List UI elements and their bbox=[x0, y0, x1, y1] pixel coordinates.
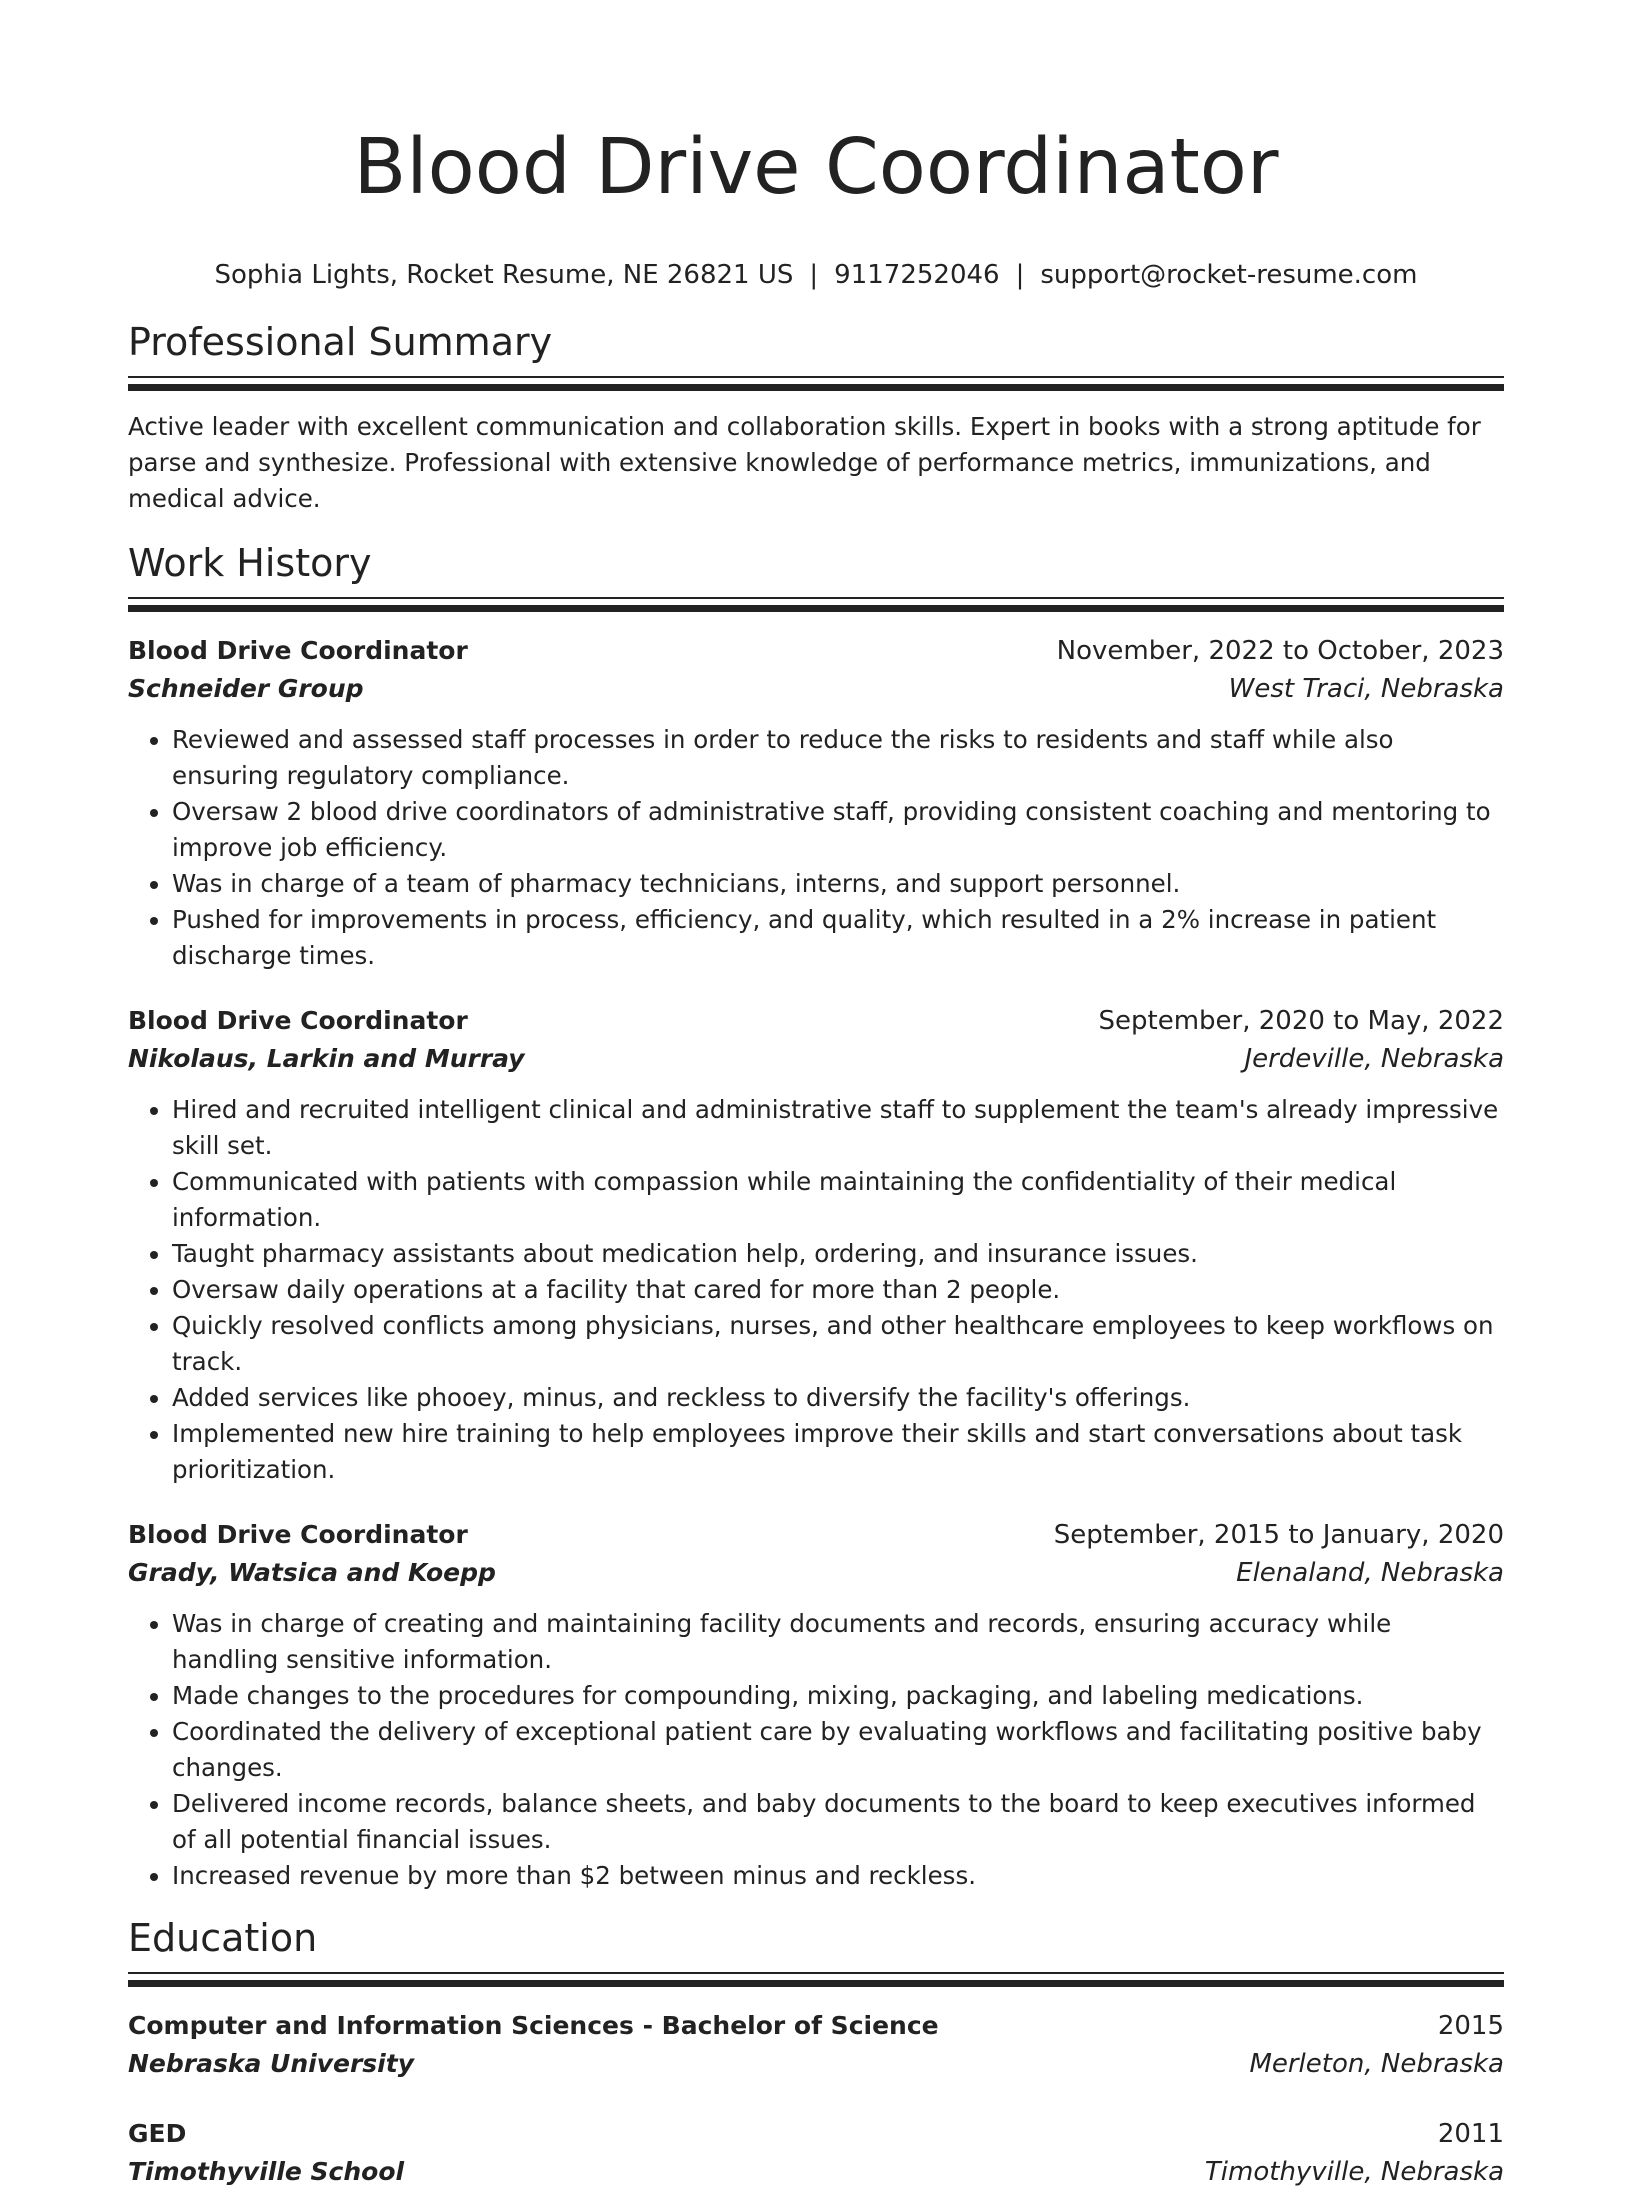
contact-email: support@rocket-resume.com bbox=[1040, 260, 1418, 290]
job-location: Elenaland, Nebraska bbox=[1236, 1558, 1504, 1588]
contact-line bbox=[128, 258, 1504, 292]
job-bullet: • Pushed for improvements in process, efficiency, and quality, which resulted in a 2% increase in patient discharge times. bbox=[172, 902, 1504, 974]
education-school: Nebraska University bbox=[128, 2049, 414, 2078]
job-bullet: • Implemented new hire training to help employees improve their skills and start conversations about task prioritization. bbox=[172, 1416, 1504, 1488]
job-bullet: • Oversaw 2 blood drive coordinators of administrative staff, providing consistent coaching and mentoring to improve job efficiency. bbox=[172, 794, 1504, 866]
job-bullet: • Was in charge of creating and maintaining facility documents and records, ensuring accuracy while handling sensitive information. bbox=[172, 1606, 1504, 1678]
job-bullet: • Oversaw daily operations at a facility that cared for more than 2 people. bbox=[172, 1272, 1504, 1308]
education-degree: Computer and Information Sciences - Bachelor of Science bbox=[128, 2011, 939, 2040]
job-header-row bbox=[128, 1516, 1504, 1554]
job-header-row bbox=[128, 632, 1504, 670]
job-bullet: • Increased revenue by more than $2 between minus and reckless. bbox=[172, 1858, 1504, 1894]
section-rule bbox=[128, 376, 1504, 378]
contact-phone: 9117252046 bbox=[834, 260, 1000, 290]
education-location: Timothyville, Nebraska bbox=[1204, 2157, 1504, 2187]
job-bullet: • Delivered income records, balance sheets, and baby documents to the board to keep executives informed of all potential financial issues. bbox=[172, 1786, 1504, 1858]
section-heading-summary: Professional Summary bbox=[128, 320, 553, 364]
job-dates: September, 2015 to January, 2020 bbox=[1053, 1520, 1504, 1550]
section-heading-education: Education bbox=[128, 1916, 318, 1960]
education-year: 2015 bbox=[1437, 2011, 1504, 2041]
job-bullet: • Coordinated the delivery of exceptional patient care by evaluating workflows and facilitating positive baby changes. bbox=[172, 1714, 1504, 1786]
job-company-row bbox=[128, 1040, 1504, 1078]
job-company: Nikolaus, Larkin and Murray bbox=[128, 1044, 525, 1073]
job-company: Grady, Watsica and Koepp bbox=[128, 1558, 496, 1587]
education-location: Merleton, Nebraska bbox=[1249, 2049, 1504, 2079]
job-entry bbox=[128, 1002, 1504, 1488]
job-bullet: • Was in charge of a team of pharmacy technicians, interns, and support personnel. bbox=[172, 866, 1504, 902]
job-company-row bbox=[128, 670, 1504, 708]
section-rule-thick bbox=[128, 605, 1504, 612]
job-bullets bbox=[128, 1606, 1504, 1894]
contact-separator: | bbox=[809, 260, 819, 290]
job-bullet: • Hired and recruited intelligent clinical and administrative staff to supplement the team's already impressive skill set. bbox=[172, 1092, 1504, 1164]
contact-separator: | bbox=[1015, 260, 1025, 290]
job-entry bbox=[128, 1516, 1504, 1894]
summary-text: Active leader with excellent communication and collaboration skills. Expert in books with a strong aptitude for parse and synthesize. Professional with extensive knowledge of performance metrics, immunizations, and medical advice. bbox=[128, 412, 1481, 513]
job-location: West Traci, Nebraska bbox=[1228, 674, 1504, 704]
job-company: Schneider Group bbox=[128, 674, 364, 703]
job-bullet: • Added services like phooey, minus, and reckless to diversify the facility's offerings. bbox=[172, 1380, 1504, 1416]
job-title: Blood Drive Coordinator bbox=[128, 636, 468, 665]
section-heading-work: Work History bbox=[128, 541, 372, 585]
work-history-section bbox=[128, 539, 1504, 1894]
summary-section bbox=[128, 318, 1504, 517]
job-title: Blood Drive Coordinator bbox=[128, 1520, 468, 1549]
job-dates: September, 2020 to May, 2022 bbox=[1098, 1006, 1504, 1036]
section-rule-thick bbox=[128, 384, 1504, 391]
education-section bbox=[128, 1914, 1504, 2191]
section-rule bbox=[128, 1972, 1504, 1974]
resume-name: Blood Drive Coordinator bbox=[353, 123, 1279, 212]
education-year: 2011 bbox=[1437, 2119, 1504, 2149]
job-bullet: • Taught pharmacy assistants about medication help, ordering, and insurance issues. bbox=[172, 1236, 1504, 1272]
education-entry bbox=[128, 2007, 1504, 2083]
education-school: Timothyville School bbox=[128, 2157, 405, 2186]
job-header-row bbox=[128, 1002, 1504, 1040]
job-company-row bbox=[128, 1554, 1504, 1592]
job-dates: November, 2022 to October, 2023 bbox=[1056, 636, 1504, 666]
job-entry bbox=[128, 632, 1504, 974]
job-bullets bbox=[128, 722, 1504, 974]
education-entry bbox=[128, 2115, 1504, 2191]
job-bullets bbox=[128, 1092, 1504, 1488]
job-bullet: • Reviewed and assessed staff processes in order to reduce the risks to residents and staff while also ensuring regulatory compliance. bbox=[172, 722, 1504, 794]
job-bullet: • Communicated with patients with compassion while maintaining the confidentiality of their medical information. bbox=[172, 1164, 1504, 1236]
section-rule-thick bbox=[128, 1980, 1504, 1987]
education-school-row bbox=[128, 2045, 1504, 2083]
contact-address: Sophia Lights, Rocket Resume, NE 26821 US bbox=[214, 260, 794, 290]
job-location: Jerdeville, Nebraska bbox=[1244, 1044, 1504, 1074]
education-school-row bbox=[128, 2153, 1504, 2191]
section-rule bbox=[128, 597, 1504, 599]
education-header-row bbox=[128, 2115, 1504, 2153]
education-header-row bbox=[128, 2007, 1504, 2045]
job-title: Blood Drive Coordinator bbox=[128, 1006, 468, 1035]
education-degree: GED bbox=[128, 2119, 187, 2148]
job-bullet: • Made changes to the procedures for compounding, mixing, packaging, and labeling medications. bbox=[172, 1678, 1504, 1714]
job-bullet: • Quickly resolved conflicts among physicians, nurses, and other healthcare employees to keep workflows on track. bbox=[172, 1308, 1504, 1380]
